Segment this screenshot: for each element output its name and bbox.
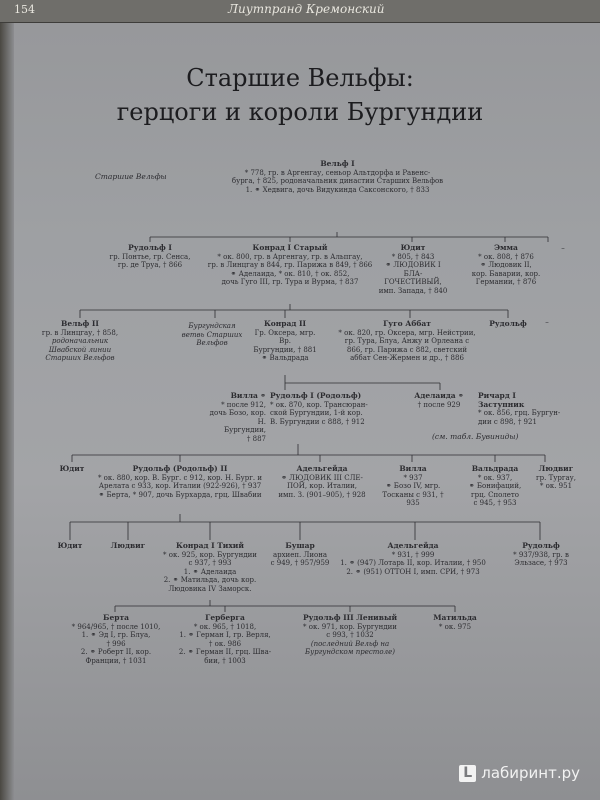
person-note: грц. Сполето <box>470 490 519 499</box>
person-note: кор. Баварии, кор. <box>471 269 541 278</box>
page-title-line-2: герцоги и короли Бургундии <box>116 98 484 126</box>
person-note: ⚭ Вальдрада <box>261 354 309 362</box>
person-note: * после 912, <box>221 400 266 409</box>
person-note: дии с 898, † 921 <box>478 417 537 426</box>
person-konrad-2 <box>248 320 322 363</box>
person-name: Вилла <box>230 391 258 400</box>
person-note: * ок. 925, кор. Бургундии <box>163 550 257 559</box>
person-name: Рудольф (Родольф) II <box>132 464 228 473</box>
person-mathilda <box>425 614 485 631</box>
person-note: 2. ⚭ Герман II, грц. Шва- <box>178 648 272 656</box>
person-name: Адельгейда <box>296 464 348 473</box>
person-note: Гр. Оксера, мгр. Вр. <box>254 328 316 345</box>
person-note: ⚭ ЛЮДОВИК III СЛЕ- <box>281 473 363 482</box>
person-note: Франции, † 1031 <box>85 656 147 665</box>
person-judith-3 <box>52 542 88 551</box>
person-note: гр. в Линцгау, † 858, <box>41 328 119 337</box>
person-note: гр. Тура, Блуа, Анжу и Орлеана с <box>344 337 470 345</box>
person-note: ⚭ Людовик II, <box>480 261 532 269</box>
person-name: Рудольф <box>522 541 560 550</box>
person-judith <box>378 244 448 295</box>
person-note: * ок. 971, кор. Бургундии <box>303 622 397 631</box>
person-note: 1. ⚭ Герман I, гр. Верля, <box>179 631 271 639</box>
person-note: Бургундии, <box>223 426 266 434</box>
person-note: * ок. 800, гр. в Аргенгау, гр. в Альпгау, <box>217 252 363 261</box>
person-note: ПОЙ, кор. Италии, <box>286 482 358 490</box>
person-judith-2 <box>55 465 89 474</box>
person-note: * ок. 937, <box>477 473 513 482</box>
person-name: Аделаида <box>414 391 456 400</box>
person-note: 1. ⚭ Хедвига, дочь Видукинда Саксонского, † 833 <box>245 185 430 194</box>
branch-label-burgundian <box>172 322 252 348</box>
person-note: * 937/938, гр. в <box>513 550 569 559</box>
person-note: гр. Тургау, <box>535 473 577 482</box>
person-name: Конрад II <box>263 319 307 328</box>
person-note: Людовика IV Заморск. <box>168 584 252 593</box>
person-rudolf-1-burgundy <box>270 392 388 426</box>
line-label-elder-welfs: Старшие Вельфы <box>95 172 167 181</box>
person-note: ⚭ Берта, * 907, дочь Бурхарда, грц. Швабии <box>98 490 262 499</box>
person-note: 1. ⚭ Эд I, гр. Блуа, <box>81 631 151 639</box>
person-note: Бургундском престоле) <box>305 648 395 656</box>
person-rudolf-2 <box>90 465 270 499</box>
person-note: с 937, † 993 <box>188 559 232 567</box>
person-name: Рудольф I (Родольф) <box>270 391 362 400</box>
person-name: Юдит <box>59 464 85 473</box>
person-note: В. Бургундии с 888, † 912 <box>270 417 365 426</box>
person-note: 2. ⚭ Роберт II, кор. <box>80 648 152 656</box>
person-name: Гуго Аббат <box>383 319 431 328</box>
person-note: * ок. 856, грц. Бургун- <box>478 409 561 417</box>
person-note: Старших Вельфов <box>45 354 115 362</box>
person-note: * ок. 870, кор. Трансюран- <box>270 400 368 409</box>
person-note: гр. в Линцгау в 844, гр. Парижа в 849, † 866 <box>207 261 373 269</box>
person-note: 1. ⚭ (947) Лотарь II, кор. Италии, † 950 <box>340 559 486 567</box>
person-ludwig <box>530 465 582 491</box>
person-name: Вельф II <box>61 319 99 328</box>
person-waldrada <box>460 465 530 508</box>
person-name: Берта <box>103 613 129 622</box>
person-rudolf-alsace <box>508 542 574 568</box>
branch-label-line: Вельфов <box>196 339 228 347</box>
person-note: 866, гр. Парижа с 882, светский <box>346 345 468 354</box>
person-note: 1. ⚭ Аделаида <box>183 567 237 576</box>
person-richard-1 <box>478 392 564 426</box>
person-note: ской Бургундии, 1-й кор. <box>270 409 363 417</box>
person-note: * ок. 975 <box>438 622 472 631</box>
person-note: † ок. 986 <box>208 639 242 648</box>
person-note: имп. Запада, † 840 <box>378 286 448 295</box>
person-note: ⚭ Бонифаций, <box>468 482 522 490</box>
person-name: Адельгейда <box>387 541 439 550</box>
person-note: 2. ⚭ Матильда, дочь кор. <box>163 576 257 584</box>
person-name: Вальдрада <box>471 464 519 473</box>
person-note: * 931, † 999 <box>391 550 435 559</box>
person-name: Вилла <box>399 464 427 473</box>
person-adelheid <box>338 542 488 576</box>
person-note: родоначальник <box>51 337 109 345</box>
person-note: ⚭ Аделаида, * ок. 810, † ок. 852, <box>230 269 350 278</box>
person-adelaida: Аделаида ⚭ † после 929 <box>414 391 464 409</box>
person-note: * 937 <box>403 473 423 482</box>
person-adelgeida <box>272 465 372 499</box>
person-konrad-the-peaceful <box>150 542 270 593</box>
page-number: 154 <box>14 3 35 16</box>
person-welf-2 <box>35 320 125 363</box>
person-konrad-1 <box>205 244 375 287</box>
person-rudolf-1 <box>105 244 195 270</box>
person-name: Юдит <box>57 541 83 550</box>
person-note: гр. Понтье, гр. Сенса, <box>109 252 191 261</box>
person-note: аббат Сен-Жермен и др., † 886 <box>350 354 464 362</box>
person-note: Швабской линии <box>48 345 112 354</box>
person-willa-2 <box>376 465 450 508</box>
person-note: * 778, гр. в Аргенгау, сеньор Альтдорфа и Равенс- <box>244 168 431 177</box>
labirint-logo-icon: L <box>459 765 476 782</box>
dash-marker: – <box>561 244 565 252</box>
person-note: Арелата с 933, кор. Италии (922-926), † 937 <box>98 482 262 490</box>
person-note: (последний Вельф на <box>310 639 390 648</box>
dash-marker: – <box>545 318 549 326</box>
branch-label-line: Бургундская <box>188 322 236 330</box>
person-note: с 945, † 953 <box>473 499 517 507</box>
person-note: † 887 <box>246 434 266 443</box>
person-note: с 993, † 1032 <box>326 631 374 639</box>
person-name: Рудольф I <box>128 243 172 252</box>
person-ludwig-2 <box>100 542 156 551</box>
watermark-text: лабиринт.ру <box>481 764 580 782</box>
person-note: ⚭ Бозо IV, мгр. <box>385 482 441 490</box>
person-name: Бушар <box>285 541 315 550</box>
person-rudolf-3-lazy <box>290 614 410 657</box>
person-name: Людвиг <box>110 541 146 550</box>
person-note: * ок. 965, † 1018, <box>193 622 257 631</box>
person-note: Бургундии, † 881 <box>253 345 317 354</box>
person-name: Эмма <box>494 243 518 252</box>
running-header-author: Лиутпранд Кремонский <box>228 2 385 16</box>
person-note: архиеп. Лиона <box>272 550 328 559</box>
branch-label-line: ветвь Старших <box>181 330 243 339</box>
person-name: Рудольф III Ленивый <box>302 613 398 622</box>
person-name: Конрад I Старый <box>252 243 328 252</box>
person-note: * 805, † 843 <box>391 252 435 261</box>
person-note: 2. ⚭ (951) ОТТОН I, имп. СРИ, † 973 <box>346 567 480 576</box>
person-note: бурга, † 825, родоначальник династии Старших Вельфов <box>231 177 444 185</box>
page-title-line-1: Старшие Вельфы: <box>186 64 414 92</box>
person-gerberga <box>172 614 278 665</box>
person-emma <box>470 244 542 287</box>
person-note: ГОЧЕСТИВЫЙ, <box>384 278 442 286</box>
person-note: Германии, † 876 <box>475 278 537 286</box>
person-name: Ричард I Заступник <box>478 391 525 409</box>
person-name: Матильда <box>433 613 477 622</box>
person-note: имп. З. (901–905), † 928 <box>278 490 366 499</box>
person-note: дочь Бозо, кор. Н. <box>209 409 266 426</box>
person-name: Юдит <box>400 243 426 252</box>
person-name: Герберга <box>205 613 245 622</box>
person-note: бии, † 1003 <box>204 656 246 665</box>
person-burkhard <box>270 542 330 568</box>
person-note: дочь Гуго III, гр. Тура и Вурма, † 837 <box>221 278 359 286</box>
person-note: † 996 <box>106 639 126 648</box>
see-table-note: (см. табл. Бувиниды) <box>432 432 519 441</box>
person-note: * ок. 808, † 876 <box>478 252 534 261</box>
person-note: * ок. 880, кор. В. Бург. с 912, кор. Н. Бург. и <box>97 473 263 482</box>
person-rudolf <box>486 320 530 329</box>
person-welf-1 <box>205 160 470 194</box>
person-note: * 964/965, † после 1010, <box>71 622 161 631</box>
person-name: Конрад I Тихий <box>176 541 244 550</box>
person-note: † после 929 <box>417 400 461 409</box>
person-willa-1: Вилла ⚭ * после 912, дочь Бозо, кор. Н. Бургундии, † 887 <box>209 391 266 443</box>
person-note: * ок. 951 <box>539 482 573 490</box>
person-hugo-abbot <box>332 320 482 363</box>
person-note: с 949, † 957/959 <box>270 559 330 567</box>
person-note: ⚭ ЛЮДОВИК I БЛА- <box>385 261 441 278</box>
person-name: Людвиг <box>538 464 574 473</box>
person-note: гр. де Труа, † 866 <box>117 261 183 269</box>
labirint-watermark <box>459 764 580 782</box>
person-note: Тосканы с 931, † 935 <box>382 490 444 507</box>
person-note: Эльзасе, † 973 <box>514 559 568 567</box>
person-name: Вельф I <box>320 159 355 168</box>
person-berta <box>66 614 166 665</box>
person-name: Рудольф <box>489 319 527 328</box>
person-note: * ок. 820, гр. Оксера, мгр. Нейстрии, <box>338 328 476 337</box>
